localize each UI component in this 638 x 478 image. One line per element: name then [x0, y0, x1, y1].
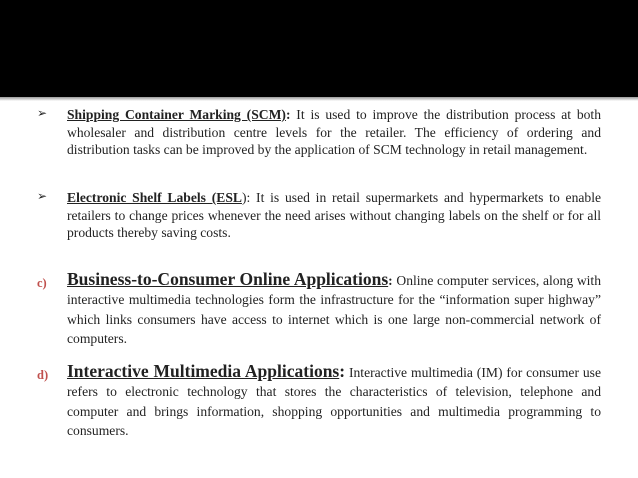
list-text [67, 270, 601, 349]
bullet-text [67, 189, 601, 242]
arrow-bullet-icon: ➢ [37, 189, 48, 203]
list-body: Online computer services, along with interactive multimedia technologies form the infrastructure for the “information super highway” which links consumers have access to internet which is one large non-commercial network of computers. [67, 273, 602, 347]
term-colon: : [285, 107, 291, 122]
title-band-shadow [0, 97, 638, 101]
bullet-text [67, 106, 601, 159]
term-colon: : [339, 361, 346, 381]
arrow-bullet-icon: ➢ [37, 106, 48, 120]
list-marker: d) [37, 368, 49, 382]
list-text [67, 362, 601, 441]
bullet-term: Electronic Shelf Labels (ESL [67, 190, 242, 205]
list-term: Business-to-Consumer Online Applications [67, 269, 389, 289]
term-close: ): [241, 190, 251, 205]
list-term: Interactive Multimedia Applications [67, 361, 340, 381]
title-band [0, 0, 638, 97]
term-colon: : [388, 273, 393, 288]
bullet-body: It is used to improve the distribution process at both wholesaler and distribution centre levels for the retailer. The efficiency of ordering and distribution tasks can be improved by the application of SCM technology in retail management. [67, 107, 602, 158]
bullet-term: Shipping Container Marking (SCM) [67, 107, 286, 122]
list-marker: c) [37, 276, 47, 290]
list-body: Interactive multimedia (IM) for consumer use refers to electronic technology that stores the characteristics of television, telephone and computer and brings information, shopping opportunities and multimedia programming to consumers. [67, 365, 602, 439]
bullet-body: It is used in retail supermarkets and hypermarkets to enable retailers to change prices whenever the need arises without changing labels on the shelf or for all products thereby saving costs. [67, 190, 602, 241]
